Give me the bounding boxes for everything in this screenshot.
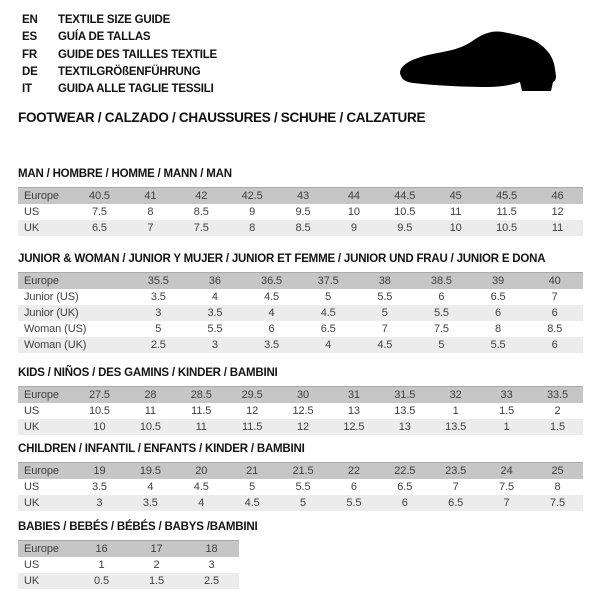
size-cell: 25: [532, 463, 583, 480]
size-cell: 30: [278, 387, 329, 404]
language-label: GUIDA ALLE TAGLIE TESSILI: [58, 83, 214, 96]
row-label: Europe: [18, 463, 74, 480]
size-cell: 0.5: [74, 573, 129, 589]
size-cell: 10: [430, 220, 481, 236]
table-row: [18, 573, 239, 589]
size-cell: 2.5: [184, 573, 239, 589]
size-cell: 6: [526, 305, 583, 321]
size-table-babies: [18, 540, 239, 589]
size-cell: 3: [187, 337, 244, 353]
size-cell: 7: [526, 289, 583, 305]
size-cell: 3.5: [130, 289, 187, 305]
size-cell: 6: [470, 305, 527, 321]
language-row: [22, 81, 217, 98]
size-cell: 12: [227, 403, 278, 419]
size-cell: 19.5: [125, 463, 176, 480]
row-label: Europe: [18, 273, 130, 290]
size-cell: 12.5: [278, 403, 329, 419]
size-cell: 1: [430, 403, 481, 419]
size-cell: 29.5: [227, 387, 278, 404]
size-cell: 10: [328, 204, 379, 220]
size-cell: 3: [130, 305, 187, 321]
table-row: [18, 204, 583, 220]
size-cell: 11: [125, 403, 176, 419]
size-cell: 46: [532, 188, 583, 205]
size-cell: 1.5: [481, 403, 532, 419]
language-code: DE: [22, 65, 38, 78]
dress-shoe-icon: [394, 27, 570, 103]
size-cell: 5: [227, 479, 278, 495]
size-cell: 6: [328, 479, 379, 495]
size-cell: 10.5: [125, 419, 176, 435]
size-cell: 12.5: [328, 419, 379, 435]
size-cell: 42: [176, 188, 227, 205]
table-row: [18, 337, 583, 353]
row-label: Europe: [18, 387, 74, 404]
size-cell: 44: [328, 188, 379, 205]
size-cell: 3: [184, 557, 239, 573]
size-cell: 11.5: [176, 403, 227, 419]
size-cell: 32: [430, 387, 481, 404]
table-title: MAN / HOMBRE / HOMME / MANN / MAN: [18, 168, 232, 180]
size-cell: 31: [328, 387, 379, 404]
size-cell: 40: [526, 273, 583, 290]
size-cell: 28.5: [176, 387, 227, 404]
row-label: Europe: [18, 541, 74, 558]
size-cell: 7: [481, 495, 532, 511]
size-cell: 5.5: [278, 479, 329, 495]
size-cell: 5.5: [470, 337, 527, 353]
size-cell: 45.5: [481, 188, 532, 205]
size-cell: 33: [481, 387, 532, 404]
size-cell: 9.5: [379, 220, 430, 236]
size-cell: 8.5: [176, 204, 227, 220]
size-table-section-kids: [18, 366, 583, 435]
size-cell: 44.5: [379, 188, 430, 205]
size-cell: 22.5: [379, 463, 430, 480]
size-cell: 6: [526, 337, 583, 353]
size-cell: 11: [176, 419, 227, 435]
size-cell: 37.5: [300, 273, 357, 290]
table-title: JUNIOR & WOMAN / JUNIOR Y MUJER / JUNIOR ET FEMME / JUNIOR UND FRAU / JUNIOR E DONA: [18, 253, 546, 265]
size-cell: 2.5: [130, 337, 187, 353]
size-cell: 13.5: [379, 403, 430, 419]
size-cell: 7.5: [74, 204, 125, 220]
size-cell: 11.5: [227, 419, 278, 435]
size-cell: 33.5: [532, 387, 583, 404]
size-cell: 13.5: [430, 419, 481, 435]
size-cell: 8.5: [278, 220, 329, 236]
size-cell: 4.5: [176, 479, 227, 495]
size-cell: 4: [300, 337, 357, 353]
table-title: CHILDREN / INFANTIL / ENFANTS / KINDER / BAMBINI: [18, 443, 305, 455]
size-cell: 6.5: [300, 321, 357, 337]
size-cell: 10.5: [74, 403, 125, 419]
size-cell: 3: [74, 495, 125, 511]
table-row: [18, 387, 583, 404]
size-cell: 11: [532, 220, 583, 236]
size-cell: 5.5: [413, 305, 470, 321]
size-cell: 19: [74, 463, 125, 480]
size-table-section-man: [18, 167, 583, 236]
size-cell: 4.5: [227, 495, 278, 511]
size-cell: 8: [532, 479, 583, 495]
size-cell: 36: [187, 273, 244, 290]
size-cell: 5.5: [328, 495, 379, 511]
size-cell: 39: [470, 273, 527, 290]
size-cell: 5: [130, 321, 187, 337]
size-cell: 5: [357, 305, 414, 321]
size-cell: 9.5: [278, 204, 329, 220]
size-cell: 6.5: [74, 220, 125, 236]
size-cell: 18: [184, 541, 239, 558]
size-cell: 12: [532, 204, 583, 220]
size-cell: 1.5: [532, 419, 583, 435]
size-cell: 4: [176, 495, 227, 511]
size-cell: 5.5: [187, 321, 244, 337]
table-row: [18, 220, 583, 236]
size-cell: 27.5: [74, 387, 125, 404]
language-header: [22, 12, 217, 98]
size-cell: 3.5: [187, 305, 244, 321]
table-row: [18, 289, 583, 305]
table-row: [18, 403, 583, 419]
size-table-children: [18, 462, 583, 511]
row-label: Junior (UK): [18, 305, 130, 321]
size-cell: 7.5: [413, 321, 470, 337]
table-row: [18, 273, 583, 290]
size-cell: 2: [532, 403, 583, 419]
table-title: BABIES / BEBÉS / BÉBÉS / BABYS /BAMBINI: [18, 521, 258, 533]
row-label: Junior (US): [18, 289, 130, 305]
size-cell: 45: [430, 188, 481, 205]
size-cell: 3.5: [74, 479, 125, 495]
size-cell: 36.5: [243, 273, 300, 290]
row-label: Woman (US): [18, 321, 130, 337]
row-label: Europe: [18, 188, 74, 205]
size-table-kids: [18, 386, 583, 435]
size-cell: 17: [129, 541, 184, 558]
size-cell: 22: [328, 463, 379, 480]
row-label: UK: [18, 220, 74, 236]
table-row: [18, 495, 583, 511]
language-row: [22, 47, 217, 64]
size-cell: 8: [470, 321, 527, 337]
table-row: [18, 419, 583, 435]
size-cell: 28: [125, 387, 176, 404]
table-row: [18, 188, 583, 205]
size-cell: 7.5: [481, 479, 532, 495]
size-cell: 8: [125, 204, 176, 220]
language-code: IT: [22, 83, 32, 96]
size-cell: 6.5: [379, 479, 430, 495]
row-label: US: [18, 479, 74, 495]
size-cell: 2: [129, 557, 184, 573]
size-cell: 42.5: [227, 188, 278, 205]
size-cell: 3.5: [243, 337, 300, 353]
size-cell: 5: [413, 337, 470, 353]
table-title: KIDS / NIÑOS / DES GAMINS / KINDER / BAMBINI: [18, 367, 278, 379]
size-cell: 1: [481, 419, 532, 435]
size-cell: 7.5: [532, 495, 583, 511]
language-label: GUÍA DE TALLAS: [58, 31, 151, 44]
category-title: FOOTWEAR / CALZADO / CHAUSSURES / SCHUHE / CALZATURE: [18, 110, 426, 125]
language-label: TEXTILGRÖßENFÜHRUNG: [58, 65, 201, 78]
size-cell: 9: [328, 220, 379, 236]
size-cell: 4.5: [300, 305, 357, 321]
size-cell: 23.5: [430, 463, 481, 480]
size-cell: 6: [379, 495, 430, 511]
row-label: US: [18, 403, 74, 419]
table-row: [18, 541, 239, 558]
size-cell: 31.5: [379, 387, 430, 404]
size-cell: 1: [74, 557, 129, 573]
size-cell: 35.5: [130, 273, 187, 290]
size-cell: 11: [430, 204, 481, 220]
table-row: [18, 479, 583, 495]
size-cell: 6.5: [470, 289, 527, 305]
size-table-section-children: [18, 442, 583, 511]
table-row: [18, 321, 583, 337]
size-cell: 5: [300, 289, 357, 305]
size-cell: 7: [125, 220, 176, 236]
size-table-section-junior-woman: [18, 252, 583, 353]
row-label: US: [18, 204, 74, 220]
size-table-section-babies: [18, 520, 257, 589]
size-table-man: [18, 187, 583, 236]
size-cell: 6: [243, 321, 300, 337]
size-cell: 12: [278, 419, 329, 435]
language-code: EN: [22, 14, 38, 26]
size-cell: 43: [278, 188, 329, 205]
table-row: [18, 305, 583, 321]
size-cell: 24: [481, 463, 532, 480]
size-cell: 9: [227, 204, 278, 220]
table-row: [18, 557, 239, 573]
size-cell: 21: [227, 463, 278, 480]
size-cell: 7: [357, 321, 414, 337]
size-cell: 4: [187, 289, 244, 305]
size-cell: 38: [357, 273, 414, 290]
size-cell: 6: [413, 289, 470, 305]
size-cell: 3.5: [125, 495, 176, 511]
size-cell: 38.5: [413, 273, 470, 290]
size-cell: 10.5: [481, 220, 532, 236]
row-label: UK: [18, 419, 74, 435]
size-cell: 7.5: [176, 220, 227, 236]
size-cell: 16: [74, 541, 129, 558]
size-cell: 4.5: [243, 289, 300, 305]
size-cell: 7: [430, 479, 481, 495]
size-cell: 4.5: [357, 337, 414, 353]
row-label: US: [18, 557, 74, 573]
size-cell: 5: [278, 495, 329, 511]
row-label: UK: [18, 573, 74, 589]
table-row: [18, 463, 583, 480]
language-row: [22, 64, 217, 81]
language-code: ES: [22, 31, 37, 44]
size-cell: 10.5: [379, 204, 430, 220]
size-cell: 13: [328, 403, 379, 419]
size-cell: 1.5: [129, 573, 184, 589]
size-cell: 4: [125, 479, 176, 495]
size-cell: 4: [243, 305, 300, 321]
size-cell: 8: [227, 220, 278, 236]
size-cell: 20: [176, 463, 227, 480]
row-label: UK: [18, 495, 74, 511]
size-cell: 5.5: [357, 289, 414, 305]
language-code: FR: [22, 48, 37, 61]
language-row: [22, 12, 217, 29]
size-cell: 6.5: [430, 495, 481, 511]
size-cell: 40.5: [74, 188, 125, 205]
size-table-junior-woman: [18, 272, 583, 353]
size-cell: 41: [125, 188, 176, 205]
size-cell: 21.5: [278, 463, 329, 480]
row-label: Woman (UK): [18, 337, 130, 353]
language-label: GUIDE DES TAILLES TEXTILE: [58, 48, 217, 61]
size-cell: 13: [379, 419, 430, 435]
size-cell: 11.5: [481, 204, 532, 220]
language-row: [22, 29, 217, 46]
size-cell: 10: [74, 419, 125, 435]
size-cell: 8.5: [526, 321, 583, 337]
language-label: TEXTILE SIZE GUIDE: [58, 14, 171, 26]
